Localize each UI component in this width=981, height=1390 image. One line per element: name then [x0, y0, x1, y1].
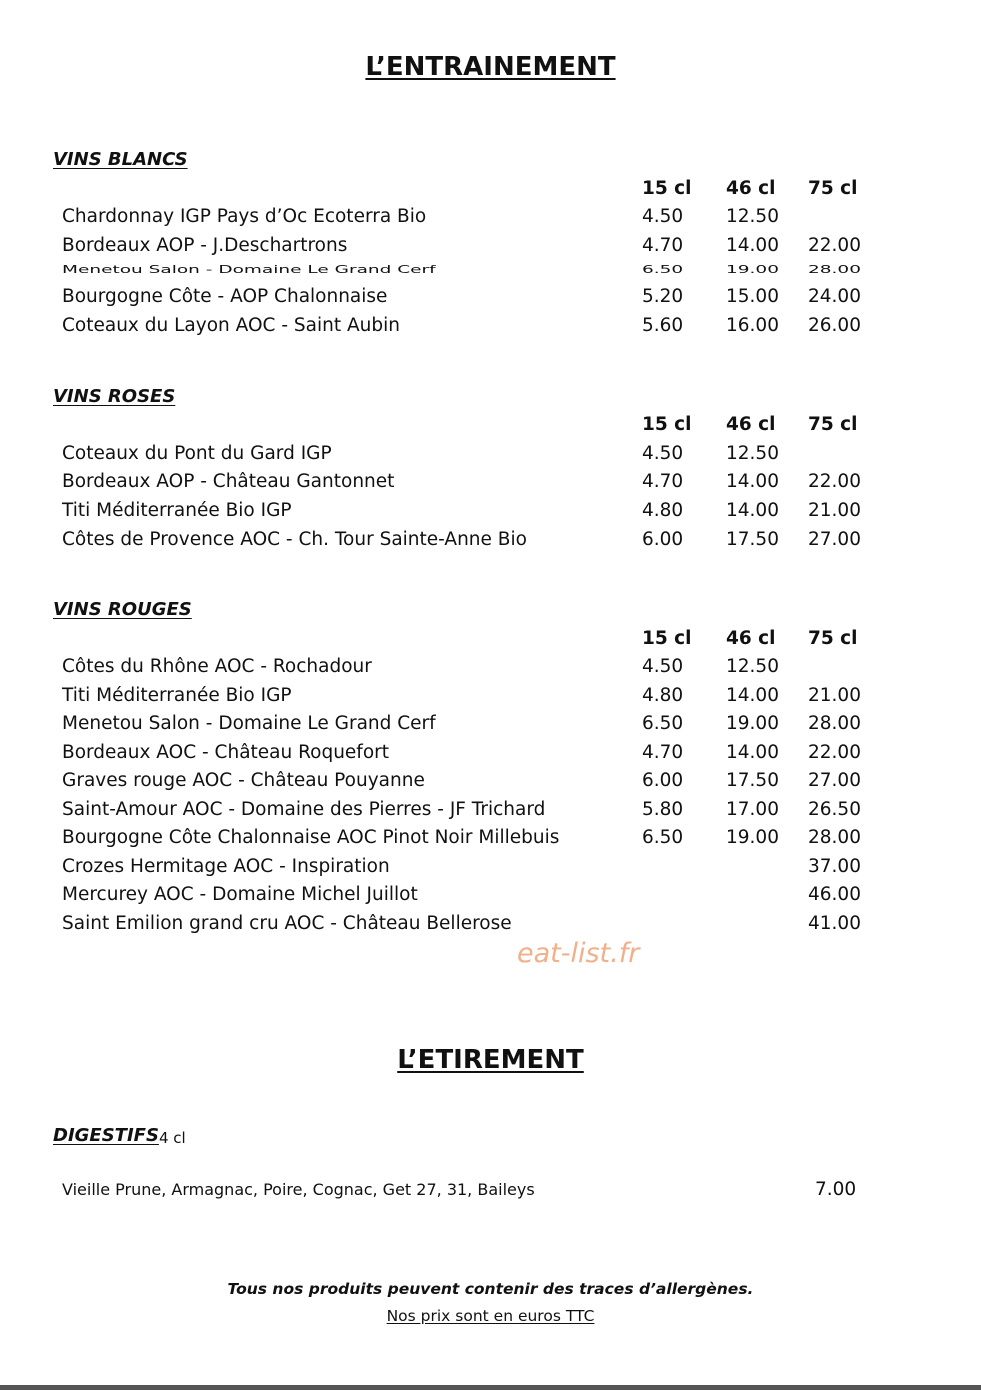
allergen-notice: Tous nos produits peuvent contenir des traces d’allergènes. — [227, 1280, 754, 1298]
price-15cl: 4.50 — [642, 206, 684, 227]
wine-name: Mercurey AOC - Domaine Michel Juillot — [62, 884, 418, 905]
wine-name: Côtes du Rhône AOC - Rochadour — [62, 656, 372, 677]
price-15cl: 4.50 — [642, 656, 684, 677]
price-75cl: 28.00 — [808, 264, 861, 276]
price-15cl: 4.80 — [642, 685, 684, 706]
price-46cl: 14.00 — [726, 500, 779, 521]
price-75cl: 28.00 — [808, 827, 861, 848]
wine-name: Menetou Salon - Domaine Le Grand Cerf — [62, 264, 436, 276]
wine-name: Menetou Salon - Domaine Le Grand Cerf — [62, 713, 436, 734]
column-header-75cl: 75 cl — [808, 414, 858, 435]
digestifs-price: 7.00 — [815, 1179, 857, 1200]
digestifs-size: 4 cl — [159, 1129, 186, 1147]
price-15cl: 4.80 — [642, 500, 684, 521]
page-title-entrainement: L’ENTRAINEMENT — [365, 52, 616, 82]
wine-name: Bourgogne Côte Chalonnaise AOC Pinot Noir Millebuis — [62, 827, 560, 848]
price-15cl: 6.00 — [642, 770, 684, 791]
price-75cl: 37.00 — [808, 856, 861, 877]
price-15cl: 4.70 — [642, 235, 684, 256]
price-46cl: 19.00 — [726, 827, 779, 848]
price-75cl: 27.00 — [808, 770, 861, 791]
price-46cl: 19.00 — [726, 713, 779, 734]
section-heading-vins-rouges: VINS ROUGES — [53, 599, 192, 620]
wine-name: Titi Méditerranée Bio IGP — [62, 500, 292, 521]
price-46cl: 12.50 — [726, 656, 779, 677]
column-header-15cl: 15 cl — [642, 628, 692, 649]
section-heading-vins-blancs: VINS BLANCS — [53, 149, 188, 170]
price-75cl: 22.00 — [808, 742, 861, 763]
wine-name: Bordeaux AOP - J.Deschartrons — [62, 235, 348, 256]
price-15cl: 6.50 — [642, 264, 684, 276]
wine-name: Crozes Hermitage AOC - Inspiration — [62, 856, 390, 877]
column-header-15cl: 15 cl — [642, 178, 692, 199]
wine-name: Bordeaux AOC - Château Roquefort — [62, 742, 389, 763]
wine-name: Chardonnay IGP Pays d’Oc Ecoterra Bio — [62, 206, 427, 227]
column-header-15cl: 15 cl — [642, 414, 692, 435]
price-15cl: 6.50 — [642, 713, 684, 734]
price-75cl: 21.00 — [808, 685, 861, 706]
price-15cl: 4.70 — [642, 742, 684, 763]
wine-name: Graves rouge AOC - Château Pouyanne — [62, 770, 425, 791]
price-46cl: 19.00 — [726, 264, 779, 276]
price-46cl: 14.00 — [726, 235, 779, 256]
price-15cl: 6.00 — [642, 529, 684, 550]
price-15cl: 4.50 — [642, 443, 684, 464]
wine-name: Côtes de Provence AOC - Ch. Tour Sainte-Anne Bio — [62, 529, 527, 550]
section-heading-vins-roses: VINS ROSES — [53, 386, 176, 407]
price-75cl: 27.00 — [808, 529, 861, 550]
column-header-75cl: 75 cl — [808, 178, 858, 199]
wine-name: Bordeaux AOP - Château Gantonnet — [62, 471, 395, 492]
price-46cl: 15.00 — [726, 286, 779, 307]
wine-name: Bourgogne Côte - AOP Chalonnaise — [62, 286, 388, 307]
price-75cl: 21.00 — [808, 500, 861, 521]
price-46cl: 14.00 — [726, 685, 779, 706]
column-header-46cl: 46 cl — [726, 628, 776, 649]
price-46cl: 12.50 — [726, 206, 779, 227]
price-46cl: 16.00 — [726, 315, 779, 336]
price-75cl: 28.00 — [808, 713, 861, 734]
price-46cl: 17.50 — [726, 770, 779, 791]
column-header-46cl: 46 cl — [726, 414, 776, 435]
watermark: eat-list.fr — [517, 938, 640, 969]
price-75cl: 41.00 — [808, 913, 861, 934]
price-46cl: 14.00 — [726, 471, 779, 492]
page-title-etirement: L’ETIREMENT — [397, 1045, 584, 1075]
price-75cl: 46.00 — [808, 884, 861, 905]
wine-name: Saint Emilion grand cru AOC - Château Bellerose — [62, 913, 512, 934]
column-header-46cl: 46 cl — [726, 178, 776, 199]
price-46cl: 17.00 — [726, 799, 779, 820]
price-46cl: 17.50 — [726, 529, 779, 550]
bottom-border — [0, 1385, 981, 1390]
section-heading-digestifs: DIGESTIFS — [53, 1125, 159, 1146]
wine-name: Coteaux du Layon AOC - Saint Aubin — [62, 315, 400, 336]
price-46cl: 12.50 — [726, 443, 779, 464]
wine-name: Titi Méditerranée Bio IGP — [62, 685, 292, 706]
column-header-75cl: 75 cl — [808, 628, 858, 649]
price-75cl: 24.00 — [808, 286, 861, 307]
price-46cl: 14.00 — [726, 742, 779, 763]
price-75cl: 26.00 — [808, 315, 861, 336]
digestifs-list: Vieille Prune, Armagnac, Poire, Cognac, Get 27, 31, Baileys — [62, 1180, 535, 1199]
price-75cl: 22.00 — [808, 471, 861, 492]
price-15cl: 4.70 — [642, 471, 684, 492]
wine-name: Saint-Amour AOC - Domaine des Pierres - JF Trichard — [62, 799, 546, 820]
price-15cl: 5.80 — [642, 799, 684, 820]
price-75cl: 22.00 — [808, 235, 861, 256]
prices-notice: Nos prix sont en euros TTC — [386, 1307, 595, 1325]
wine-name: Coteaux du Pont du Gard IGP — [62, 443, 332, 464]
price-75cl: 26.50 — [808, 799, 861, 820]
price-15cl: 5.60 — [642, 315, 684, 336]
price-15cl: 6.50 — [642, 827, 684, 848]
price-15cl: 5.20 — [642, 286, 684, 307]
